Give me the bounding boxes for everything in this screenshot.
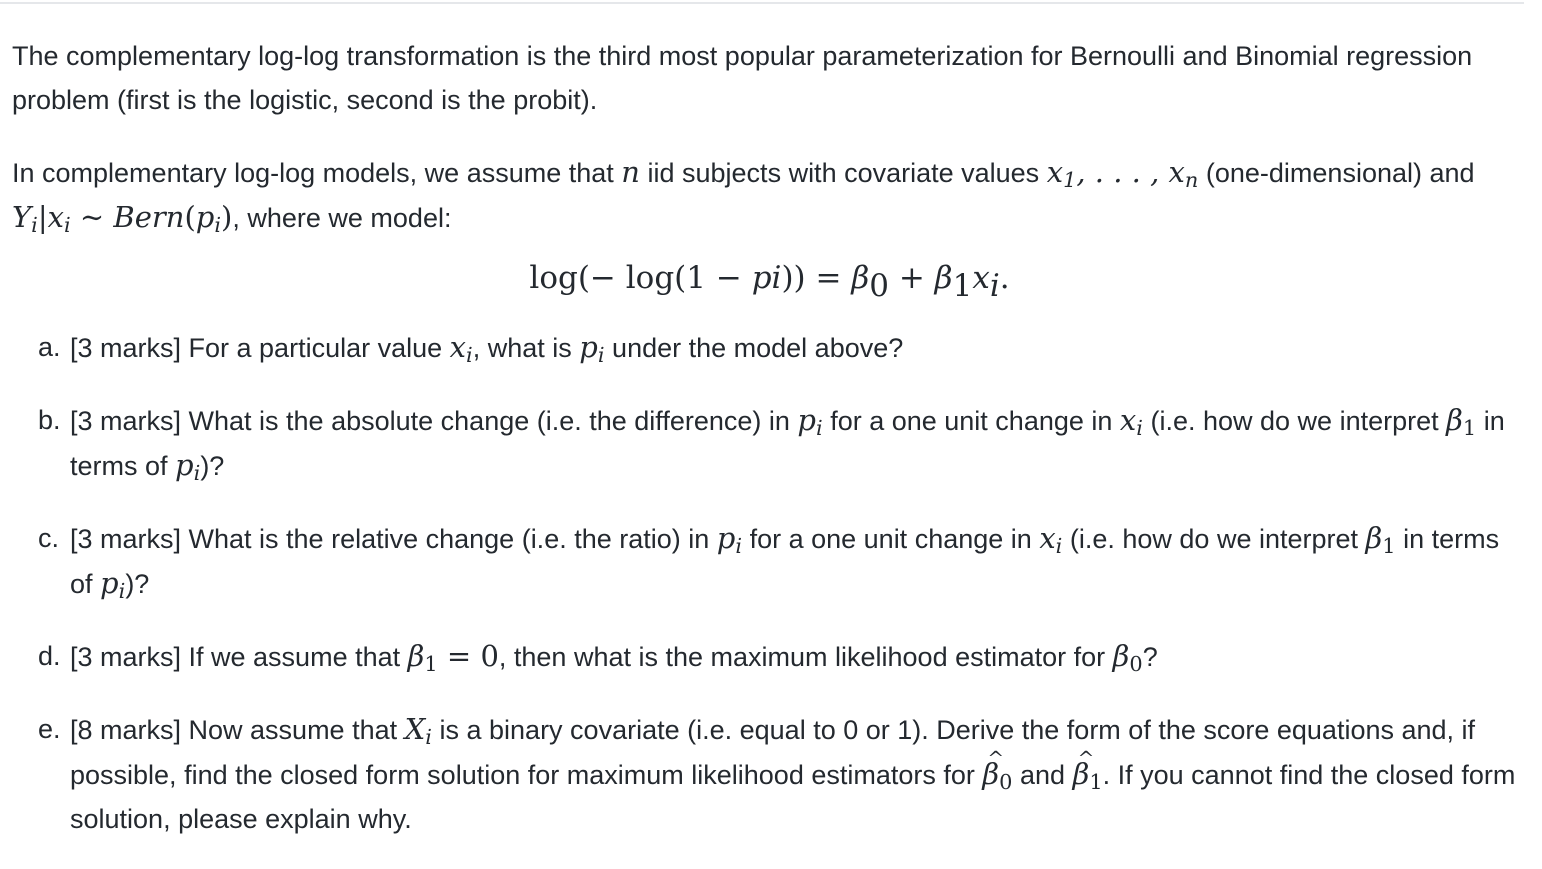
- question-text: for a one unit change in: [749, 524, 1032, 554]
- question-text: in terms of: [70, 406, 1505, 481]
- question-text: in terms of: [70, 524, 1500, 599]
- question-text: (i.e. how do we interpret: [1069, 524, 1359, 554]
- question-text: [8 marks] Now assume that: [70, 715, 398, 745]
- intro-text-2c: (one-dimensional) and: [1205, 158, 1475, 188]
- intro-paragraph-2: [12, 150, 1527, 240]
- question-text: ?: [1142, 642, 1158, 672]
- question-text: [3 marks] If we assume that: [70, 642, 401, 672]
- math-Xi: $X_i$: [404, 712, 432, 750]
- question-text: )?: [200, 451, 225, 481]
- math-xi: $x_i$: [449, 330, 473, 368]
- top-divider: [0, 2, 1524, 4]
- question-text: [3 marks] For a particular value: [70, 333, 443, 363]
- model-equation: $\log(- \log(1 - pi)) = \beta_0 + \beta_1x_i$.: [529, 260, 1010, 304]
- question-text: , what is: [472, 333, 572, 363]
- question-label: c.: [38, 523, 60, 553]
- math-pi: $p_i$: [797, 403, 823, 441]
- intro-text-2d: , where we model:: [232, 203, 452, 233]
- question-text: is a binary covariate (i.e. equal to 0 or 1). Derive the form of the score equations and, if possible, find the closed form solution for maximum likelihood estimators for: [70, 715, 1476, 790]
- question-text: and: [1019, 760, 1066, 790]
- math-beta0-hat: ^ $\beta_0$: [982, 757, 1012, 791]
- intro-text-2a: In complementary log-log models, we assume that: [12, 158, 614, 188]
- intro-text-1: The complementary log-log transformation is the third most popular parameterization for Bernoulli and Binomial regression problem (first is the logistic, second is the probit).: [12, 41, 1473, 115]
- math-beta1-zero: $\beta_1 = 0$: [407, 639, 499, 677]
- question-label: a.: [38, 332, 61, 362]
- question-label: b.: [38, 405, 61, 435]
- math-covariates: $x_1$, . . . , $x_n$: [1046, 155, 1199, 193]
- math-pi: $p_i$: [716, 521, 743, 559]
- question-text: [3 marks] What is the relative change (i.e. the ratio) in: [70, 524, 710, 554]
- math-beta0: $\beta_0$: [1112, 639, 1143, 677]
- question-b: [12, 398, 1527, 488]
- question-text: for a one unit change in: [830, 406, 1113, 436]
- question-label: e.: [38, 714, 61, 744]
- math-n: n: [621, 155, 640, 189]
- question-text: . If you cannot find the closed form solution, please explain why.: [70, 760, 1516, 834]
- math-beta1: $\beta_1$: [1365, 521, 1396, 559]
- math-pi: $p_i$: [175, 448, 201, 486]
- math-beta1-hat: ^ $\beta_1$: [1073, 757, 1103, 791]
- question-text: [3 marks] What is the absolute change (i.e. the difference) in: [70, 406, 790, 436]
- question-text: (i.e. how do we interpret: [1150, 406, 1439, 436]
- question-list: [12, 325, 1527, 841]
- intro-paragraph-1: [12, 34, 1527, 122]
- math-xi: $x_i$: [1119, 403, 1143, 441]
- math-xi: $x_i$: [1039, 521, 1063, 559]
- problem-content: [12, 34, 1527, 869]
- question-label: d.: [38, 641, 61, 671]
- question-text: )?: [125, 569, 150, 599]
- math-beta1: $\beta_1$: [1446, 403, 1477, 441]
- question-c: [12, 516, 1527, 606]
- math-pi: $p_i$: [579, 330, 605, 368]
- intro-text-2b: iid subjects with covariate values: [647, 158, 1040, 188]
- question-a: [12, 325, 1527, 370]
- math-model: $Y_i|x_i$ ∼ $Bern(p_i)$: [12, 200, 233, 238]
- question-text: , then what is the maximum likelihood estimator for: [498, 642, 1106, 672]
- question-text: under the model above?: [612, 333, 904, 363]
- question-e: [12, 707, 1527, 841]
- math-pi: $p_i$: [100, 566, 126, 604]
- question-d: [12, 634, 1527, 679]
